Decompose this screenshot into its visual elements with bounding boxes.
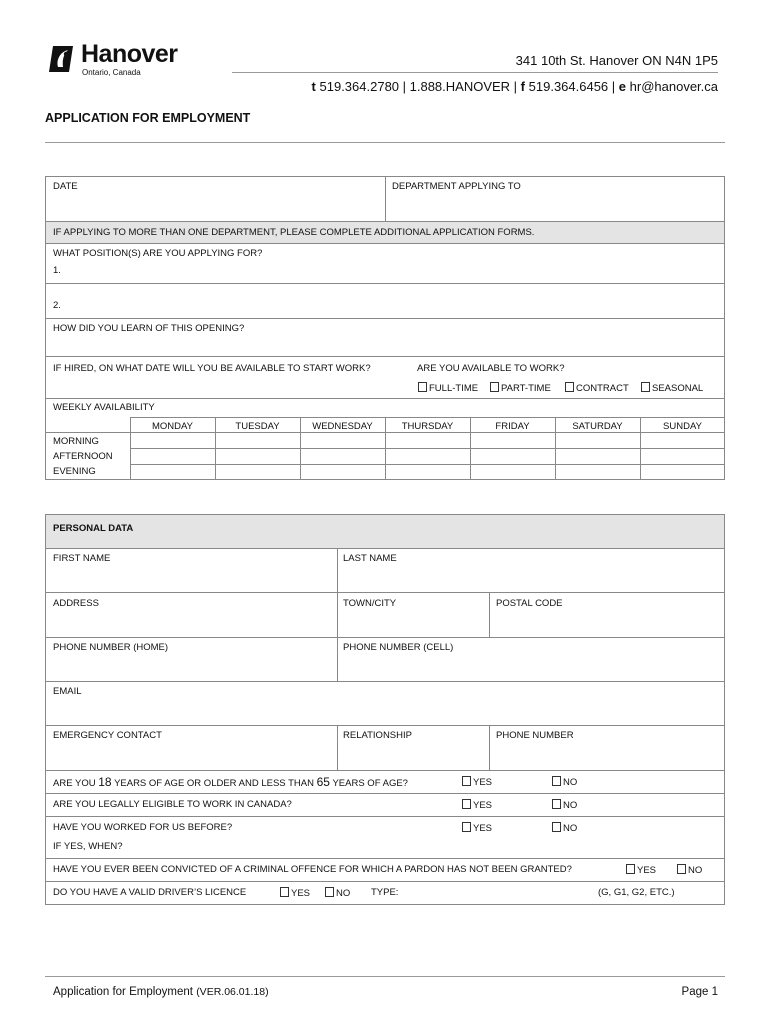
convicted-no-checkbox[interactable] [677,864,686,874]
footer-title: Application for Employment (VER.06.01.18) [53,986,269,998]
title-divider [45,142,725,143]
licence-no[interactable]: NO [325,887,350,899]
availability-title: WEEKLY AVAILABILITY [53,402,155,413]
age-yes[interactable]: YES [462,776,492,788]
convicted-yes-checkbox[interactable] [626,864,635,874]
emergency-contact-field[interactable]: EMERGENCY CONTACT [53,730,162,741]
when-field[interactable]: IF YES, WHEN? [53,841,123,852]
learn-opening-field[interactable]: HOW DID YOU LEARN OF THIS OPENING? [53,323,245,334]
period-evening: EVENING [53,466,96,477]
logo-name: Hanover [81,40,178,68]
department-field[interactable]: DEPARTMENT APPLYING TO [392,181,521,192]
licence-yes[interactable]: YES [280,887,310,899]
age-no[interactable]: NO [552,776,577,788]
convicted-yes[interactable]: YES [626,864,656,876]
footer-divider [45,976,725,977]
relationship-field[interactable]: RELATIONSHIP [343,730,412,741]
emergency-phone-field[interactable]: PHONE NUMBER [496,730,574,741]
contract-checkbox[interactable] [565,382,574,392]
address-field[interactable]: ADDRESS [53,598,99,609]
part-time-checkbox[interactable] [490,382,499,392]
page-number: Page 1 [681,986,718,998]
part-time-option[interactable]: PART-TIME [490,382,551,394]
last-name-field[interactable]: LAST NAME [343,553,397,564]
age-no-checkbox[interactable] [552,776,561,786]
eligible-question: ARE YOU LEGALLY ELIGIBLE TO WORK IN CANADA? [53,799,292,810]
licence-type-hint: (G, G1, G2, ETC.) [598,887,675,898]
personal-data-title: PERSONAL DATA [53,523,134,534]
day-saturday: SATURDAY [572,421,623,432]
age-question: ARE YOU 18 YEARS OF AGE OR OLDER AND LESS THAN 65 YEARS OF AGE? [53,775,408,789]
start-date-field[interactable]: IF HIRED, ON WHAT DATE WILL YOU BE AVAILABLE TO START WORK? [53,363,371,374]
phone-home-field[interactable]: PHONE NUMBER (HOME) [53,642,169,653]
eligible-yes-checkbox[interactable] [462,799,471,809]
licence-no-checkbox[interactable] [325,887,334,897]
licence-yes-checkbox[interactable] [280,887,289,897]
fax-label: f [520,79,526,94]
day-sunday: SUNDAY [663,421,702,432]
day-friday: FRIDAY [495,421,530,432]
worked-no-checkbox[interactable] [552,822,561,832]
contract-option[interactable]: CONTRACT [565,382,629,394]
multi-dept-note: IF APPLYING TO MORE THAN ONE DEPARTMENT, PLEASE COMPLETE ADDITIONAL APPLICATION FORMS. [53,227,535,238]
seasonal-option[interactable]: SEASONAL [641,382,703,394]
period-afternoon: AFTERNOON [53,451,113,462]
phone-numbers: 519.364.2780 | 1.888.HANOVER | [319,79,518,94]
day-thursday: THURSDAY [401,421,454,432]
eligible-yes[interactable]: YES [462,799,492,811]
worked-yes-checkbox[interactable] [462,822,471,832]
personal-data-section [45,514,725,905]
day-wednesday: WEDNESDAY [312,421,373,432]
convicted-question: HAVE YOU EVER BEEN CONVICTED OF A CRIMINAL OFFENCE FOR WHICH A PARDON HAS NOT BEEN GRANTED? [53,864,572,875]
day-tuesday: TUESDAY [235,421,280,432]
day-monday: MONDAY [152,421,193,432]
eligible-no-checkbox[interactable] [552,799,561,809]
personal-data-header [46,515,724,549]
fax-number: 519.364.6456 | [528,79,616,94]
header-address: 341 10th St. Hanover ON N4N 1P5 [515,53,718,68]
email-field[interactable]: EMAIL [53,686,82,697]
full-time-option[interactable]: FULL-TIME [418,382,478,394]
licence-question: DO YOU HAVE A VALID DRIVER’S LICENCE [53,887,247,898]
town-field[interactable]: TOWN/CITY [343,598,397,609]
position-1-field[interactable]: 1. [53,265,61,276]
worked-yes[interactable]: YES [462,822,492,834]
hanover-logo-icon [47,44,77,74]
position-2-field[interactable]: 2. [53,300,61,311]
email-address: hr@hanover.ca [629,79,718,94]
logo-subtitle: Ontario, Canada [82,68,141,77]
phone-cell-field[interactable]: PHONE NUMBER (CELL) [343,642,454,653]
header-divider [232,72,718,73]
postal-code-field[interactable]: POSTAL CODE [496,598,563,609]
seasonal-checkbox[interactable] [641,382,650,392]
available-label: ARE YOU AVAILABLE TO WORK? [417,363,565,374]
date-field[interactable]: DATE [53,181,78,192]
first-name-field[interactable]: FIRST NAME [53,553,111,564]
eligible-no[interactable]: NO [552,799,577,811]
worked-no[interactable]: NO [552,822,577,834]
age-yes-checkbox[interactable] [462,776,471,786]
period-morning: MORNING [53,436,99,447]
page-title: APPLICATION FOR EMPLOYMENT [45,111,251,125]
worked-before-question: HAVE YOU WORKED FOR US BEFORE? [53,822,233,833]
positions-label: WHAT POSITION(S) ARE YOU APPLYING FOR? [53,248,263,259]
licence-type-field[interactable]: TYPE: [371,887,399,898]
full-time-checkbox[interactable] [418,382,427,392]
convicted-no[interactable]: NO [677,864,702,876]
header-contact [312,79,718,94]
phone-label: t [311,79,316,94]
email-label: e [618,79,627,94]
